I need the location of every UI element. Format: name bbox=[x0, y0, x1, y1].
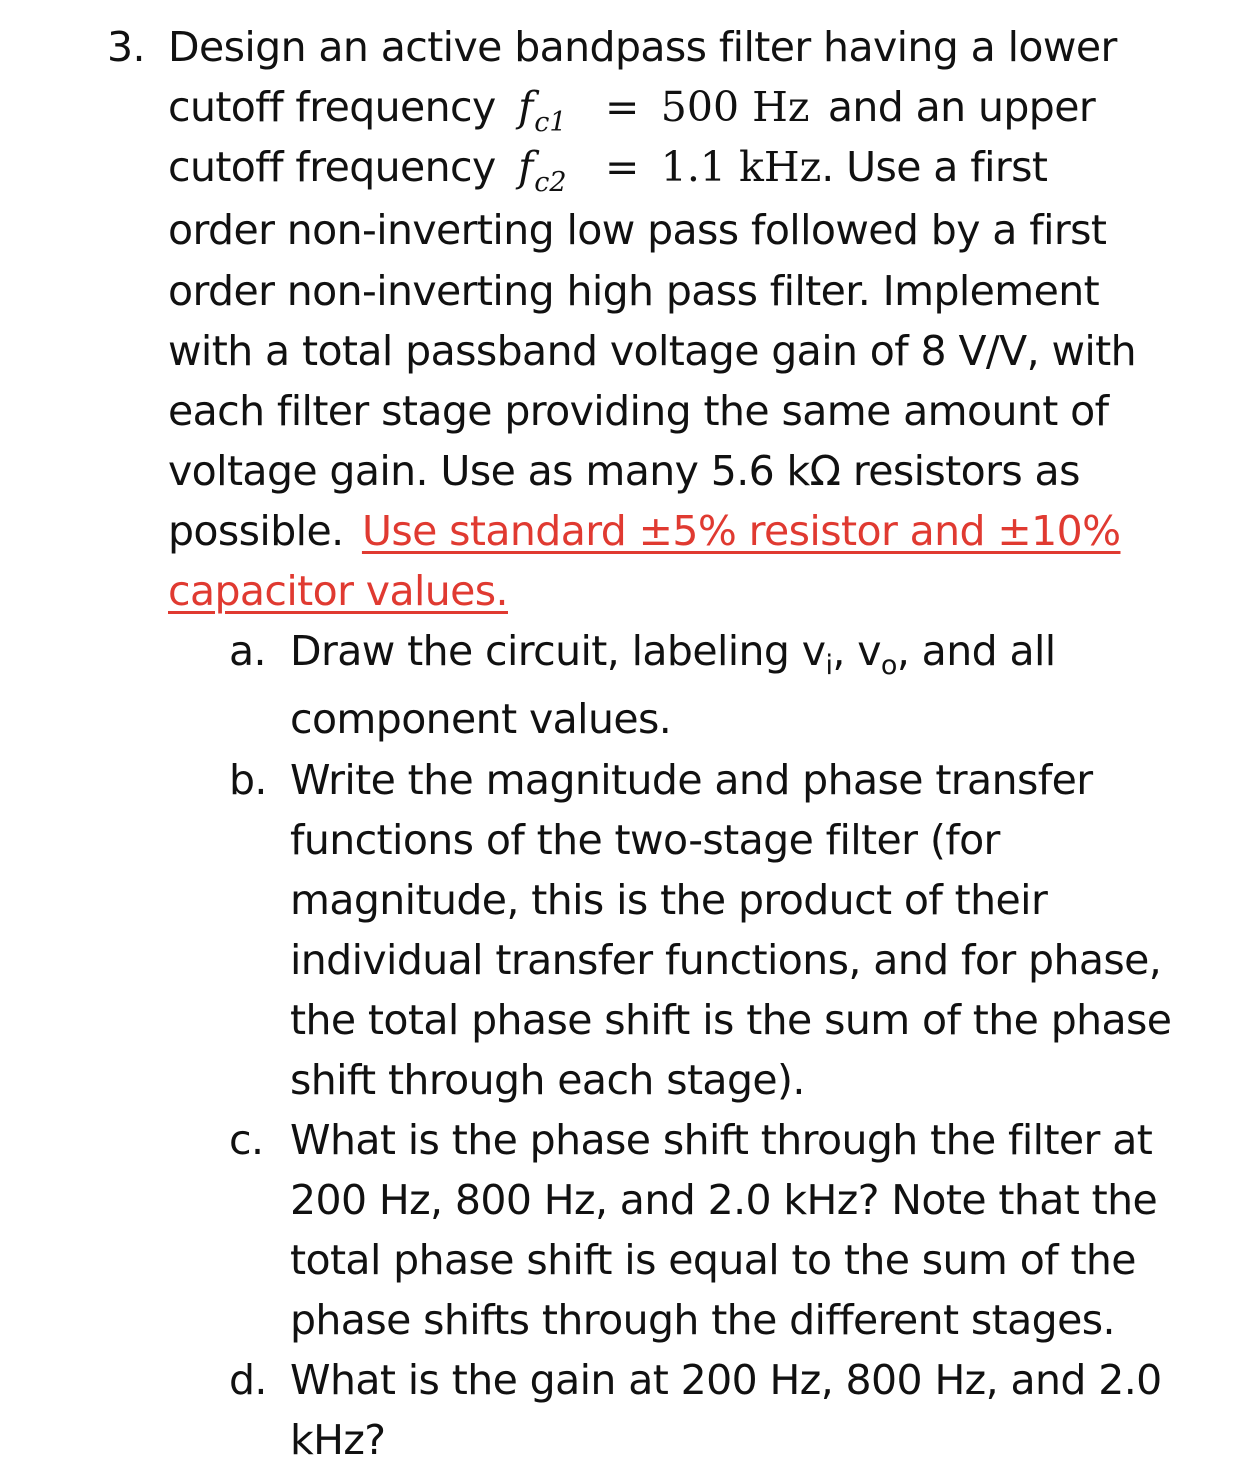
highlight-text: Use standard ±5% resistor and ±10% bbox=[361, 507, 1121, 555]
highlight-text: capacitor values. bbox=[168, 567, 508, 615]
intro-text: cutoff frequency bbox=[168, 83, 496, 131]
fc1-equals: = bbox=[605, 83, 639, 131]
intro-text: cutoff frequency bbox=[168, 143, 496, 191]
problem-number: 3. bbox=[107, 23, 145, 71]
intro-line: each filter stage providing the same amount of bbox=[168, 387, 1109, 435]
part-c-label: c. bbox=[229, 1116, 264, 1164]
part-c-line: What is the phase shift through the filter at bbox=[290, 1116, 1153, 1164]
part-d-label: d. bbox=[229, 1356, 267, 1404]
part-a-text: Draw the circuit, labeling v bbox=[290, 627, 826, 675]
part-b-line: functions of the two-stage filter (for bbox=[290, 816, 1000, 864]
part-b-line: magnitude, this is the product of their bbox=[290, 876, 1048, 924]
part-c-line: 200 Hz, 800 Hz, and 2.0 kHz? Note that the bbox=[290, 1176, 1158, 1224]
part-a-line: component values. bbox=[290, 695, 672, 743]
part-a-text: , and all bbox=[896, 627, 1056, 675]
part-b-line: Write the magnitude and phase transfer bbox=[290, 756, 1093, 804]
intro-text: . Use a first bbox=[821, 143, 1048, 191]
highlight-line bbox=[168, 561, 508, 621]
part-a-line bbox=[290, 621, 1056, 681]
part-d-line: What is the gain at 200 Hz, 800 Hz, and 2.0 bbox=[290, 1356, 1162, 1404]
vo-subscript: o bbox=[880, 650, 897, 681]
part-c-line: phase shifts through the different stages. bbox=[290, 1296, 1115, 1344]
intro-line: order non-inverting low pass followed by a first bbox=[168, 206, 1107, 254]
fc1-symbol: f bbox=[518, 83, 534, 131]
fc2-symbol: f bbox=[518, 143, 534, 191]
intro-line: Design an active bandpass filter having a lower bbox=[168, 23, 1117, 71]
intro-line-highlight bbox=[168, 501, 1120, 561]
part-b-line: individual transfer functions, and for phase, bbox=[290, 936, 1162, 984]
intro-line: with a total passband voltage gain of 8 V/V, with bbox=[168, 327, 1137, 375]
fc1-subscript: c1 bbox=[534, 107, 567, 138]
fc2-value: 1.1 kHz bbox=[660, 143, 822, 191]
intro-line: voltage gain. Use as many 5.6 kΩ resistors as bbox=[168, 447, 1080, 495]
part-a-text: , v bbox=[832, 627, 881, 675]
intro-line: order non-inverting high pass filter. Implement bbox=[168, 267, 1100, 315]
intro-text: and an upper bbox=[827, 83, 1096, 131]
fc1-value: 500 Hz bbox=[660, 83, 810, 131]
part-b-line: the total phase shift is the sum of the phase bbox=[290, 996, 1172, 1044]
intro-text: possible. bbox=[168, 507, 344, 555]
fc2-subscript: c2 bbox=[534, 167, 567, 198]
part-b-line: shift through each stage). bbox=[290, 1056, 805, 1104]
part-d-line: kHz? bbox=[290, 1416, 386, 1464]
part-a-label: a. bbox=[229, 627, 266, 675]
intro-line-fc1 bbox=[168, 77, 1095, 137]
vi-subscript: i bbox=[825, 650, 833, 681]
part-c-line: total phase shift is equal to the sum of the bbox=[290, 1236, 1136, 1284]
intro-line-fc2 bbox=[168, 137, 1047, 197]
part-b-label: b. bbox=[229, 756, 267, 804]
fc2-equals: = bbox=[605, 143, 639, 191]
